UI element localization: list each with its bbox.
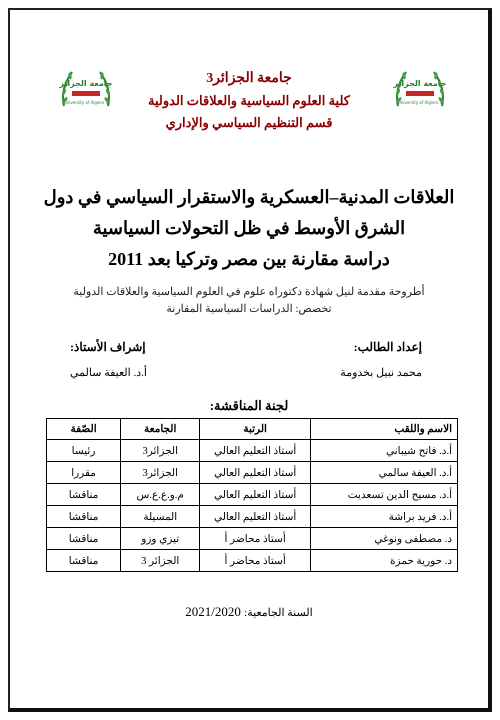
svg-text:جامعة الجزائر: جامعة الجزائر (393, 79, 447, 88)
member-rank: أستاذ محاضر أ (200, 550, 311, 572)
committee-title: لجنة المناقشة: (209, 398, 289, 413)
member-university: تيزي وزو (121, 528, 200, 550)
thesis-description (20, 284, 478, 318)
member-role: رئيسا (47, 440, 121, 462)
table-row (47, 462, 458, 484)
member-university: المسيلة (121, 506, 200, 528)
member-role: مناقشا (47, 484, 121, 506)
institution-header (10, 68, 488, 134)
title-line-1: العلاقات المدنية–العسكرية والاستقرار السياسي في دول (43, 187, 455, 207)
member-rank: أستاذ التعليم العالي (200, 440, 311, 462)
member-university: الجزائر3 (121, 440, 200, 462)
member-university: م.و.ع.ع.س (121, 484, 200, 506)
member-rank: أستاذ التعليم العالي (200, 462, 311, 484)
member-name: أ.د. فريد براشة (310, 506, 457, 528)
member-role: مناقشا (47, 528, 121, 550)
member-role: مقررا (47, 462, 121, 484)
member-rank: أستاذ التعليم العالي (200, 506, 311, 528)
member-name: أ.د. العيفة سالمي (310, 462, 457, 484)
svg-text:جامعة الجزائر: جامعة الجزائر (59, 79, 113, 88)
supervisor-name: أ.د. العيفة سالمي (70, 367, 147, 379)
table-row (47, 440, 458, 462)
header-rank: الرتبة (200, 419, 311, 440)
student-name: محمد نبيل بخدومة (340, 367, 422, 379)
thesis-title (20, 182, 478, 275)
department-name: قسم التنظيم السياسي والإداري (165, 115, 333, 130)
header-university: الجامعة (121, 419, 200, 440)
table-row (47, 506, 458, 528)
member-name: د. حورية حمزة (310, 550, 457, 572)
prepared-by-label: إعداد الطالب: (353, 340, 422, 354)
header-name: الاسم واللقب (310, 419, 457, 440)
supervision-label: إشراف الأستاذ: (70, 340, 146, 354)
degree-statement: أطروحة مقدمة لنيل شهادة دكتوراه علوم في العلوم السياسية والعلاقات الدولية (73, 286, 425, 298)
faculty-name: كلية العلوم السياسية والعلاقات الدولية (148, 93, 350, 108)
member-rank: أستاذ محاضر أ (200, 528, 311, 550)
academic-year-label: السنة الجامعية: (244, 607, 313, 619)
header-role: الصّفة (47, 419, 121, 440)
thesis-cover-page (8, 8, 492, 712)
committee-header-row (47, 419, 458, 440)
table-row (47, 484, 458, 506)
committee-table (46, 418, 458, 572)
svg-text:University of Algiers 3: University of Algiers 3 (63, 100, 109, 105)
member-name: أ.د. فاتح شيباني (310, 440, 457, 462)
table-row (47, 550, 458, 572)
academic-year-value: 2021/2020 (185, 604, 241, 619)
title-line-3: دراسة مقارنة بين مصر وتركيا بعد 2011 (108, 249, 390, 269)
member-role: مناقشا (47, 506, 121, 528)
member-rank: أستاذ التعليم العالي (200, 484, 311, 506)
svg-text:University of Algiers 3: University of Algiers 3 (397, 100, 443, 105)
member-role: مناقشا (47, 550, 121, 572)
academic-year (10, 604, 488, 620)
member-name: د. مصطفى ونوغي (310, 528, 457, 550)
university-name: جامعة الجزائر3 (206, 71, 292, 86)
member-name: أ.د. مسيح الدين تسعديت (310, 484, 457, 506)
member-university: الجزائر 3 (121, 550, 200, 572)
title-line-2: الشرق الأوسط في ظل التحولات السياسية (92, 218, 406, 238)
member-university: الجزائر3 (121, 462, 200, 484)
table-row (47, 528, 458, 550)
specialization: تخصص: الدراسات السياسية المقارنة (166, 303, 332, 315)
